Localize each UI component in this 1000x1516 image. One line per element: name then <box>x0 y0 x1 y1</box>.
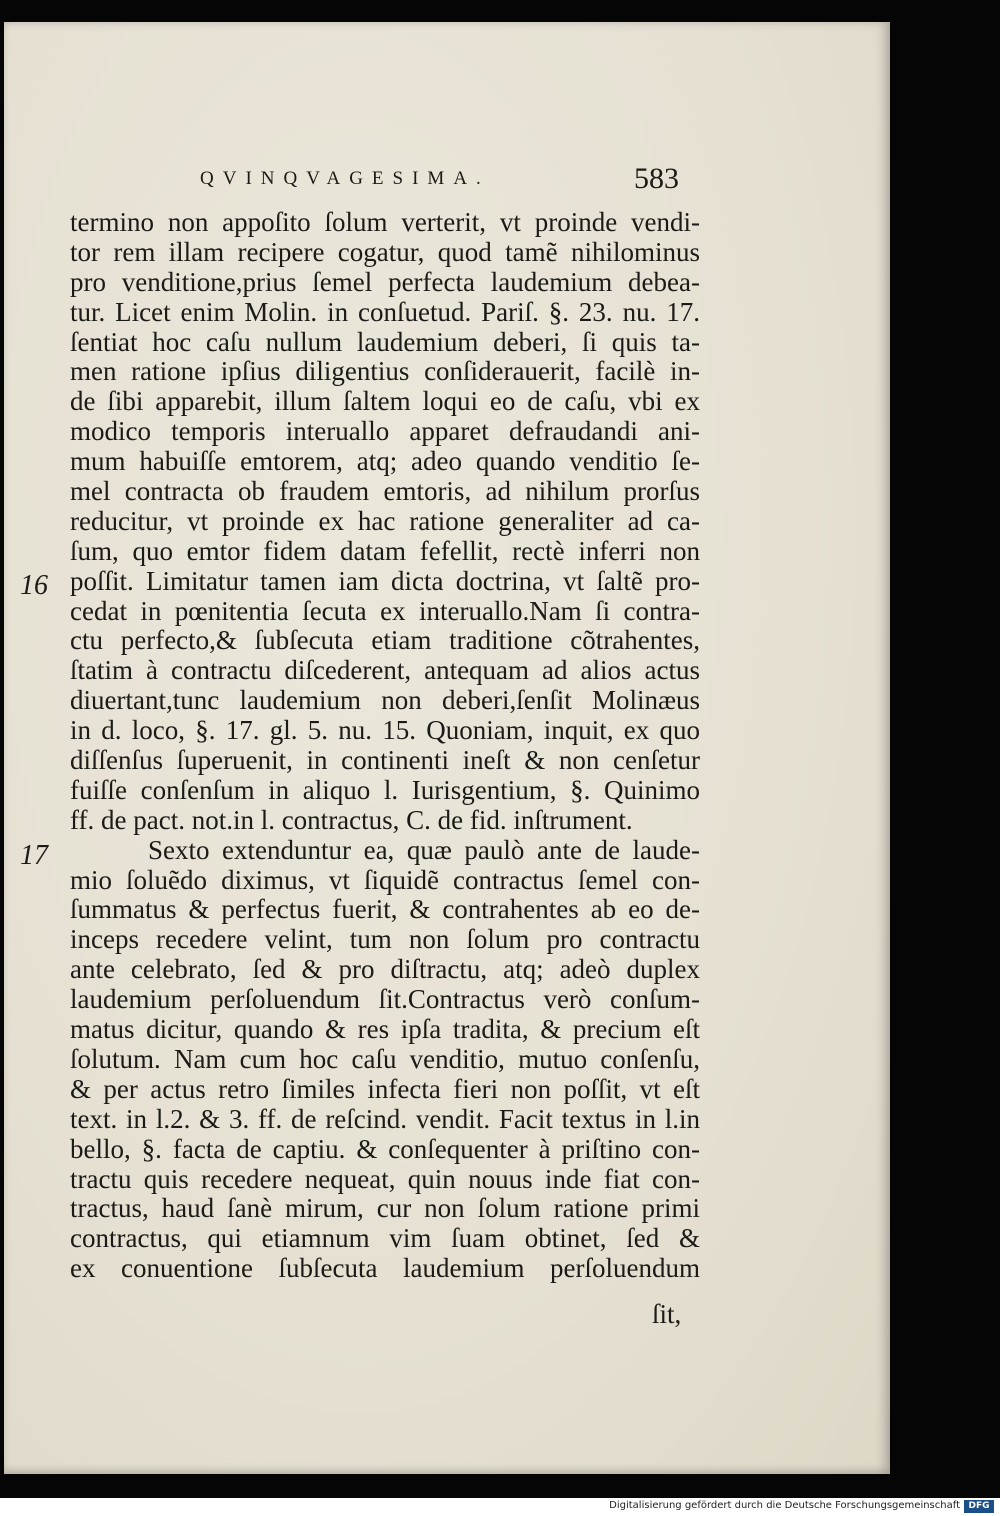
catchword: ſit, <box>652 1299 682 1329</box>
text-line: tractu quis recedere nequeat, quin nouus inde fiat con- <box>70 1164 700 1194</box>
text-line: mio ſoluẽdo diximus, vt ſiquidẽ contractus ſemel con- <box>70 865 700 895</box>
text-line: modico temporis interuallo apparet defraudandi ani- <box>70 417 700 447</box>
text-line: ſum, quo emtor fidem datam fefellit, rectè inferri non <box>70 536 700 566</box>
page-number: 583 <box>634 162 679 195</box>
text-line: mum habuiſſe emtorem, atq; adeo quando venditio ſe- <box>70 447 700 477</box>
text-line: diuertant,tunc laudemium non deberi,ſenſit Molinæus <box>70 686 700 716</box>
text-line: termino non appoſito ſolum verterit, vt proinde vendi- <box>70 208 700 237</box>
text-line: fuiſſe conſenſum in aliquo l. Iurisgentium, §. Quinimo <box>70 775 700 805</box>
text-line: ſummatus & perfectus fuerit, & contrahentes ab eo de- <box>70 895 700 925</box>
text-line: de ſibi apparebit, illum ſaltem loqui eo de caſu, vbi ex <box>70 387 700 417</box>
text-line: diſſenſus ſuperuenit, in continenti ineſt & non cenſetur <box>70 746 700 776</box>
text-line: bello, §. facta de captiu. & conſequenter à priſtino con- <box>70 1134 700 1164</box>
margin-number: 16 <box>20 570 48 601</box>
text-line: ante celebrato, ſed & pro diſtractu, atq; adeò duplex <box>70 955 700 985</box>
text-line: in d. loco, §. 17. gl. 5. nu. 15. Quoniam, inquit, ex quo <box>70 716 700 746</box>
text-line: matus dicitur, quando & res ipſa tradita, & precium eſt <box>70 1015 700 1045</box>
text-line: ex conuentione ſubſecuta laudemium perſoluendum <box>70 1254 700 1284</box>
text-line: ff. de pact. not.in l. contractus, C. de fid. inſtrument. <box>70 805 633 835</box>
text-line: text. in l.2. & 3. ff. de reſcind. vendit. Facit textus in l.in <box>70 1104 700 1134</box>
text-line: laudemium perſoluendum ſit.Contractus verò conſum- <box>70 985 700 1015</box>
text-line: poſſit. Limitatur tamen iam dicta doctrina, vt ſaltẽ pro- <box>70 566 700 596</box>
text-line: reducitur, vt proinde ex hac ratione generaliter ad ca- <box>70 506 700 536</box>
dfg-logo[interactable]: DFG <box>964 1500 994 1513</box>
text-line: contractus, qui etiamnum vim ſuam obtinet, ſed & <box>70 1224 700 1254</box>
body-text <box>70 208 700 1284</box>
text-line: pro venditione,prius ſemel perfecta laudemium debea- <box>70 267 700 297</box>
text-line: men ratione ipſius diligentius conſiderauerit, facilè in- <box>70 357 700 387</box>
text-line: & per actus retro ſimiles infecta fieri non poſſit, vt eſt <box>70 1074 700 1104</box>
running-head: QVINQVAGESIMA. <box>200 168 490 189</box>
text-line: ſentiat hoc caſu nullum laudemium deberi, ſi quis ta- <box>70 327 700 357</box>
text-line: tor rem illam recipere cogatur, quod tamẽ nihilominus <box>70 237 700 267</box>
footer-credit[interactable]: Digitalisierung gefördert durch die Deutsche Forschungsgemeinschaft <box>609 1500 960 1511</box>
text-line: mel contracta ob fraudem emtoris, ad nihilum prorſus <box>70 477 700 507</box>
text-line: inceps recedere velint, tum non ſolum pro contractu <box>70 925 700 955</box>
text-line: ſtatim à contractu diſcederent, antequam ad alios actus <box>70 656 700 686</box>
text-line: cedat in pœnitentia ſecuta ex interuallo.Nam ſi contra- <box>70 596 700 626</box>
text-line: tractus, haud ſanè mirum, cur non ſolum ratione primi <box>70 1194 700 1224</box>
text-line: tur. Licet enim Molin. in conſuetud. Pariſ. §. 23. nu. 17. <box>70 297 700 327</box>
text-line: ctu perfecto,& ſubſecuta etiam traditione cõtrahentes, <box>70 626 700 656</box>
text-line: ſolutum. Nam cum hoc caſu venditio, mutuo conſenſu, <box>70 1044 700 1074</box>
book-page <box>4 22 890 1474</box>
text-line: Sexto extenduntur ea, quæ paulò ante de laude- <box>148 835 700 865</box>
margin-number: 17 <box>20 840 48 871</box>
